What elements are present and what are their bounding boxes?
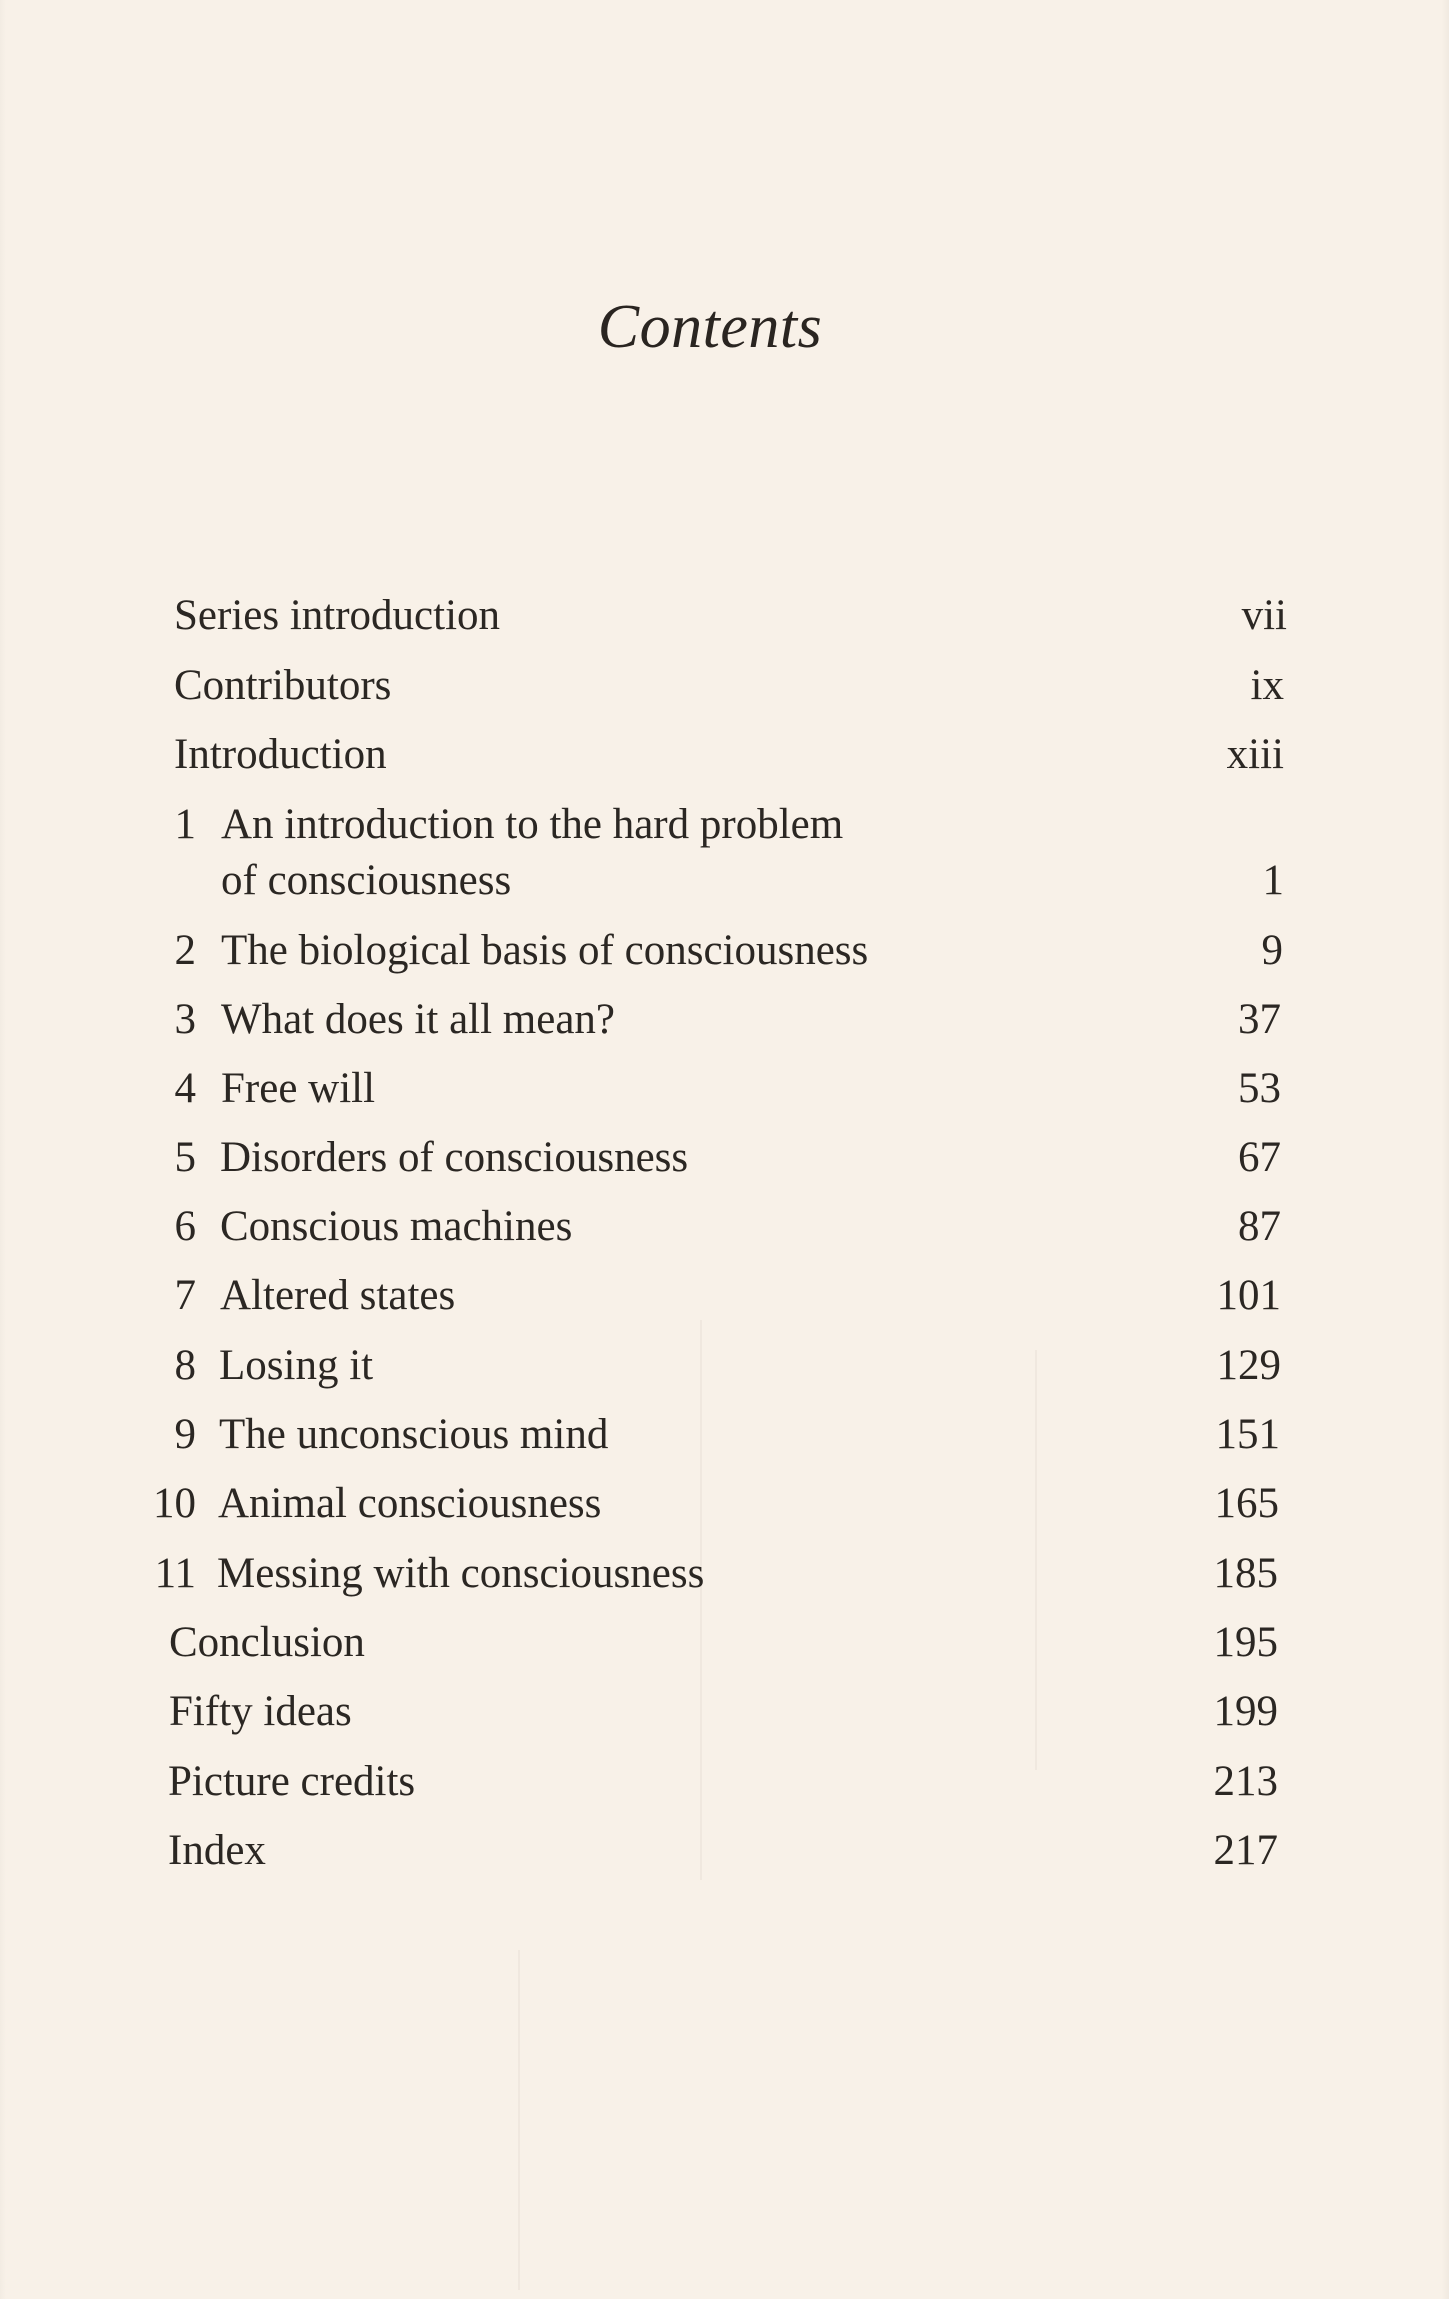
toc-entry-label: Index bbox=[168, 1827, 266, 1874]
toc-entry-label: Animal consciousness bbox=[218, 1480, 602, 1527]
toc-entry-number: 4 bbox=[174, 1065, 196, 1112]
toc-entry-label: What does it all mean? bbox=[221, 996, 616, 1043]
toc-entry-label: Disorders of consciousness bbox=[220, 1134, 689, 1181]
toc-entry-page: 101 bbox=[1216, 1272, 1281, 1319]
toc-entry-page: 9 bbox=[1261, 927, 1283, 974]
toc-entry-page: 53 bbox=[1238, 1065, 1281, 1112]
toc-entry-page: 67 bbox=[1238, 1134, 1281, 1181]
toc-entry-page: 213 bbox=[1213, 1758, 1278, 1805]
toc-entry-label: Contributors bbox=[174, 662, 392, 709]
toc-entry-number: 6 bbox=[174, 1203, 196, 1250]
toc-entry-label: Picture credits bbox=[168, 1758, 416, 1805]
toc-entry-label: Conscious machines bbox=[220, 1203, 573, 1250]
toc-entry-label: Messing with consciousness bbox=[217, 1550, 705, 1597]
toc-entry-page: 1 bbox=[1262, 857, 1284, 904]
toc-entry-page: 199 bbox=[1213, 1688, 1278, 1735]
toc-entry-label: Series introduction bbox=[174, 592, 501, 639]
toc-entry-page: 87 bbox=[1238, 1203, 1281, 1250]
toc-entry-page: 185 bbox=[1213, 1550, 1278, 1597]
toc-entry-number: 5 bbox=[174, 1134, 196, 1181]
toc-entry-label: Conclusion bbox=[169, 1619, 365, 1666]
toc-entry-number: 10 bbox=[153, 1480, 196, 1527]
toc-entry-label: Altered states bbox=[220, 1272, 456, 1319]
toc-entry-label: Losing it bbox=[219, 1342, 374, 1389]
toc-entry-number: 1 bbox=[174, 801, 196, 848]
toc-entry-label: Free will bbox=[221, 1065, 376, 1112]
toc-entry-label-line2: of consciousness bbox=[221, 857, 512, 904]
toc-entry-page: xiii bbox=[1226, 731, 1284, 778]
toc-entry-label: An introduction to the hard problem bbox=[221, 801, 844, 848]
toc-entry-page: 217 bbox=[1213, 1827, 1278, 1874]
toc-entry-page: ix bbox=[1250, 662, 1284, 709]
toc-entry-page: 129 bbox=[1216, 1342, 1281, 1389]
toc-entry-number: 9 bbox=[174, 1411, 196, 1458]
toc-entry-number: 2 bbox=[174, 927, 196, 974]
contents-title: Contents bbox=[597, 293, 823, 361]
toc-entry-number: 7 bbox=[174, 1272, 196, 1319]
toc-entry-page: 165 bbox=[1214, 1480, 1279, 1527]
toc-entry-number: 11 bbox=[154, 1550, 196, 1597]
toc-entry-page: vii bbox=[1241, 592, 1287, 639]
toc-entry-page: 195 bbox=[1213, 1619, 1278, 1666]
toc-entry-label: Fifty ideas bbox=[169, 1688, 352, 1735]
toc-entry-page: 37 bbox=[1238, 996, 1281, 1043]
toc-entry-label: The unconscious mind bbox=[219, 1411, 609, 1458]
toc-entry-number: 3 bbox=[174, 996, 196, 1043]
toc-entry-number: 8 bbox=[174, 1342, 196, 1389]
toc-entry-label: The biological basis of consciousness bbox=[221, 927, 869, 974]
toc-entry-label: Introduction bbox=[174, 731, 387, 778]
toc-entry-page: 151 bbox=[1215, 1411, 1280, 1458]
